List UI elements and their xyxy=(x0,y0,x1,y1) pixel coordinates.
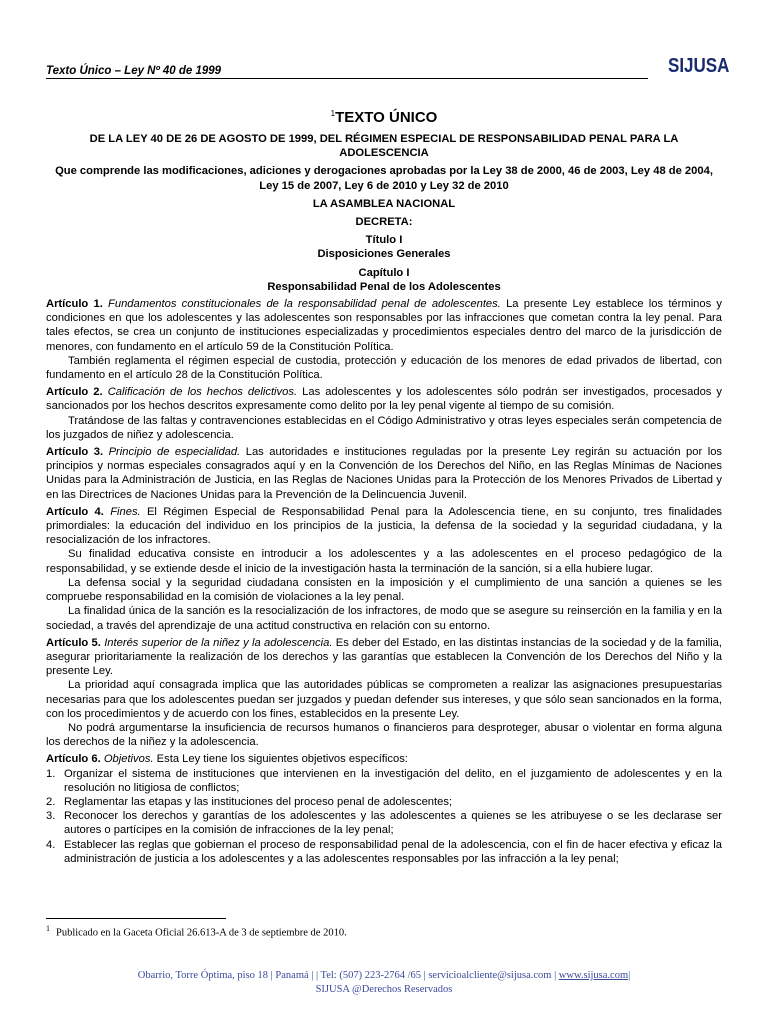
footer-copyright: SIJUSA @Derechos Reservados xyxy=(315,984,453,995)
article-4: Artículo 4. Fines. El Régimen Especial de Responsabilidad Penal para la Adolescencia tiene, en su conjunto, tres finalidades primordiales: la educación del individuo en los principios de la justicia, la defensa de la sociedad y la seguridad ciudadana, y la resocialización de los infractores. xyxy=(46,505,723,547)
article-2-paragraph: Tratándose de las faltas y contravenciones establecidas en el Código Administrativo y otras leyes especiales serán competencia de los juzgados de niñez y adolescencia. xyxy=(46,414,722,441)
article-4-paragraph-3: La defensa social y la seguridad ciudadana consisten en la imposición y el cumplimiento de una sanción a quienes se les compruebe responsabilidad en la comisión de violaciones a la ley penal. xyxy=(46,576,722,604)
amendments-note: Que comprende las modificaciones, adiciones y derogaciones aprobadas por la Ley 38 de 2000, 46 de 2003, Ley 48 de 2004, Ley 15 de 2007, Ley 6 de 2010 y Ley 32 de 2010 xyxy=(55,165,713,192)
header-title: Texto Único – Ley Nº 40 de 1999 xyxy=(46,65,222,77)
titulo-heading: Título I xyxy=(365,234,403,247)
article-5: Artículo 5. Interés superior de la niñez y la adolescencia. Es deber del Estado, en las distintas instancias de la sociedad y de la familia, asegurar prioritariamente la realización de los derechos y las garantías que establecen la Convención de los Derechos del Niño y la presente Ley. xyxy=(46,636,723,678)
list-item: 1. Organizar el sistema de instituciones que intervienen en la investigación del delito, en el juzgamiento de adolescentes y en la resolución no litigiosa de conflictos; xyxy=(46,767,722,794)
footnote: $^1$ Publicado en la Gaceta Oficial 26.613-A de 3 de septiembre de 2010. xyxy=(46,924,347,939)
capitulo-name: Responsabilidad Penal de los Adolescentes xyxy=(267,280,501,293)
document-subtitle: DE LA LEY 40 DE 26 DE AGOSTO DE 1999, DEL RÉGIMEN ESPECIAL DE RESPONSABILIDAD PENAL PARA LA ADOLESCENCIA xyxy=(89,133,679,160)
footer-contact: Obarrio, Torre Óptima, piso 18 | Panamá | | Tel: (507) 223-2764 /65 | servicioalcliente@sijusa.com | www.sijusa.com| xyxy=(137,970,631,981)
website-link[interactable]: www.sijusa.com xyxy=(558,970,629,981)
capitulo-heading: Capítulo I xyxy=(358,266,410,279)
article-5-paragraph-3: No podrá argumentarse la insuficiencia de recursos humanos o financieros para desproteger, abusar o violentar en forma alguna los derechos de la niñez y la adolescencia. xyxy=(46,721,722,749)
objectives-list xyxy=(46,767,722,866)
article-5-paragraph-2: La prioridad aquí consagrada implica que las autoridades públicas se comprometen a realizar las asignaciones presupuestarias necesarias para que los adolescentes puedan ser juzgados y puedan defender sus intereses, y que sólo sean sancionados en la forma, con los procedimientos y de acuerdo con los fines, establecidos en la presente Ley. xyxy=(46,679,722,720)
sijusa-logo: SIJUSA xyxy=(668,55,730,77)
list-item: 2. Reglamentar las etapas y las instituciones del proceso penal de adolescentes; xyxy=(46,795,453,808)
article-6: Artículo 6. Objetivos. Esta Ley tiene los siguientes objetivos específicos: xyxy=(46,753,408,766)
page-footer xyxy=(0,969,768,997)
article-3: Artículo 3. Principio de especialidad. Las autoridades e instituciones reguladas por la presente Ley regirán su actuación por los principios y normas especiales consagrados aquí y en la Convención de los Derechos del Niño, en las Reglas Mínimas de Naciones Unidas para la Administración de Justicia, en las Reglas de Naciones Unidas para la Protección de los Menores Privados de Libertad y en las Directrices de Naciones Unidas para la Prevención de la Delincuencia Juvenil. xyxy=(46,446,723,501)
footnote-divider xyxy=(46,918,226,919)
assembly-heading: LA ASAMBLEA NACIONAL xyxy=(312,197,456,210)
article-1-paragraph: También reglamenta el régimen especial de custodia, protección y educación de los menores de edad privados de libertad, con fundamento en el artículo 28 de la Constitución Política. xyxy=(46,354,722,382)
titulo-name: Disposiciones Generales xyxy=(317,248,451,261)
article-4-paragraph-4: La finalidad única de la sanción es la resocialización de los infractores, de modo que se asegure su reinserción en la familia y en la sociedad, a través del aprendizaje de una actitud constructiva en relación con su entorno. xyxy=(46,605,722,632)
title-footnote-mark[interactable]: 1 xyxy=(330,109,336,118)
running-header xyxy=(46,62,648,79)
decree-heading: DECRETA: xyxy=(355,216,413,229)
article-1: Artículo 1. Fundamentos constitucionales de la responsabilidad penal de adolescentes. La presente Ley establece los términos y condiciones en que los adolescentes y las adolescentes son responsables por las infracciones que cometan contra la ley penal. Para tales efectos, se crea un conjunto de instituciones especializadas y procedimientos especiales dentro del marco de la jurisdicción de menores, con fundamento en el artículo 59 de la Constitución Política. xyxy=(46,298,723,353)
list-item: 3. Reconocer los derechos y garantías de los adolescentes y las adolescentes a quienes se les atribuyese o se les declarase ser autores o partícipes en la comisión de infracciones de la ley penal; xyxy=(46,810,722,837)
document-title: $^1$TEXTO ÚNICO xyxy=(330,109,438,126)
article-2: Artículo 2. Calificación de los hechos delictivos. Las adolescentes y los adolescentes sólo podrán ser investigados, procesados y sancionados por los hechos descritos expresamente como delito por la ley penal vigente al tiempo de su comisión. xyxy=(46,386,723,413)
article-4-paragraph-2: Su finalidad educativa consiste en introducir a los adolescentes y a las adolescentes en el proceso pedagógico de la responsabilidad, y se extiende desde el inicio de la investigación hasta la terminación de la sanción, si a ella hubiere lugar. xyxy=(46,548,722,575)
list-item: 4. Establecer las reglas que gobiernan el proceso de responsabilidad penal de la adolescencia, con el fin de hacer efectiva y eficaz la administración de justicia a los adolescentes y a las adolescentes responsables por las infracción a la ley penal; xyxy=(46,838,722,865)
document-body xyxy=(46,104,722,866)
